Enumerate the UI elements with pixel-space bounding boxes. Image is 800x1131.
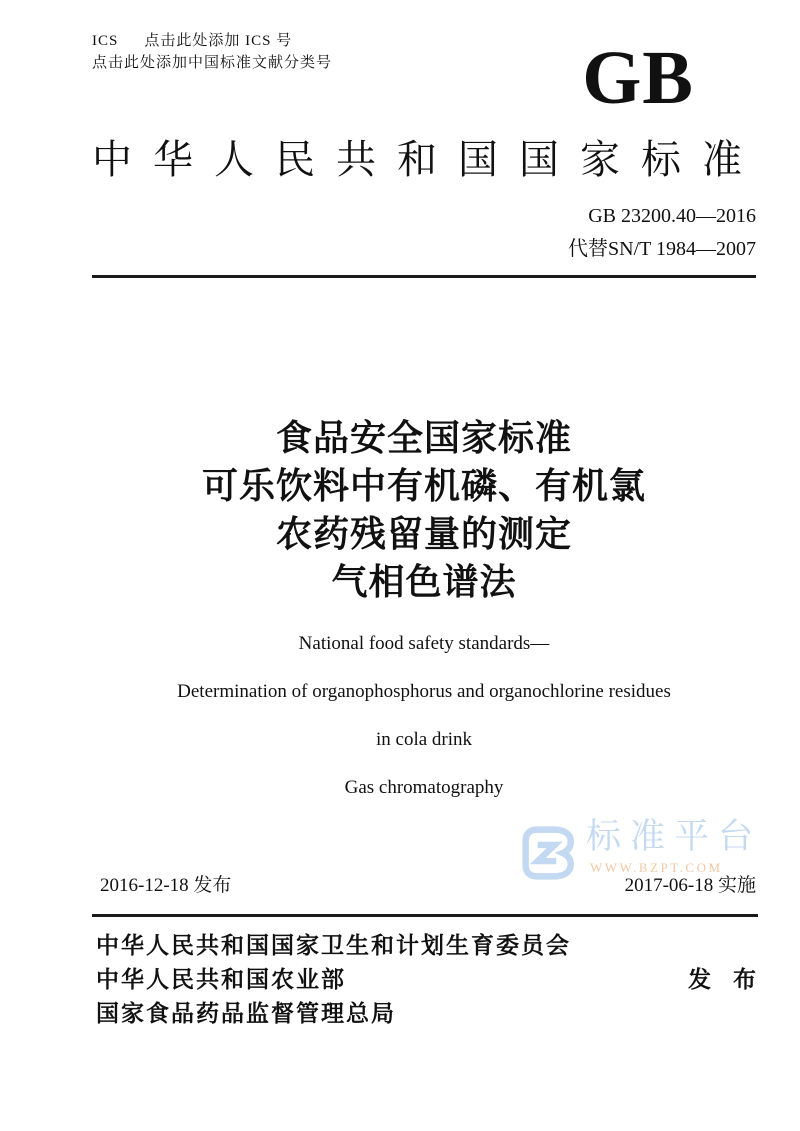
agency-name: 中华人民共和国国家卫生和计划生育委员会 bbox=[96, 932, 571, 958]
implement-date: 2017-06-18 实施 bbox=[624, 875, 756, 896]
title-en-line: Determination of organophosphorus and organochlorine residues bbox=[177, 681, 671, 702]
watermark-name: 标准平台 bbox=[586, 817, 763, 856]
replaces-note: 代替SN/T 1984—2007 bbox=[568, 238, 756, 260]
title-cn-line: 食品安全国家标准 bbox=[275, 417, 572, 458]
ics-label: ICS bbox=[92, 33, 119, 49]
issue-date: 2016-12-18 发布 bbox=[100, 875, 232, 896]
title-cn-line: 农药残留量的测定 bbox=[275, 513, 572, 554]
issuing-agencies bbox=[96, 928, 778, 1030]
watermark-text bbox=[586, 814, 762, 875]
title-english bbox=[92, 634, 756, 797]
agency-row bbox=[96, 962, 778, 996]
agency-name: 中华人民共和国农业部 bbox=[96, 966, 346, 992]
ics-placeholder: 点击此处添加 ICS 号 bbox=[144, 33, 293, 49]
title-en-line: National food safety standards— bbox=[298, 633, 550, 654]
agency-row bbox=[96, 928, 756, 962]
national-standard-title: 中华人民共和国国家标准 bbox=[92, 138, 763, 182]
watermark-url: WWW.BZPT.COM bbox=[590, 860, 723, 875]
title-en-line: Gas chromatography bbox=[344, 777, 504, 798]
standard-code: GB 23200.40—2016 bbox=[588, 205, 756, 227]
watermark bbox=[520, 814, 762, 882]
agency-name: 国家食品药品监督管理总局 bbox=[96, 1000, 396, 1026]
agency-row bbox=[96, 996, 756, 1030]
publish-label: 发布 bbox=[688, 966, 778, 992]
title-cn-line: 气相色谱法 bbox=[331, 561, 517, 602]
standard-number-block bbox=[92, 200, 756, 266]
classification-placeholder: 点击此处添加中国标准文献分类号 bbox=[92, 55, 333, 71]
title-cn-line: 可乐饮料中有机磷、有机氯 bbox=[201, 465, 646, 506]
dates-row bbox=[100, 874, 756, 898]
gb-logo: GB bbox=[582, 36, 694, 120]
title-chinese bbox=[92, 414, 756, 606]
title-en-line: in cola drink bbox=[375, 729, 473, 750]
header-rule bbox=[92, 275, 756, 278]
footer-rule bbox=[92, 914, 758, 917]
